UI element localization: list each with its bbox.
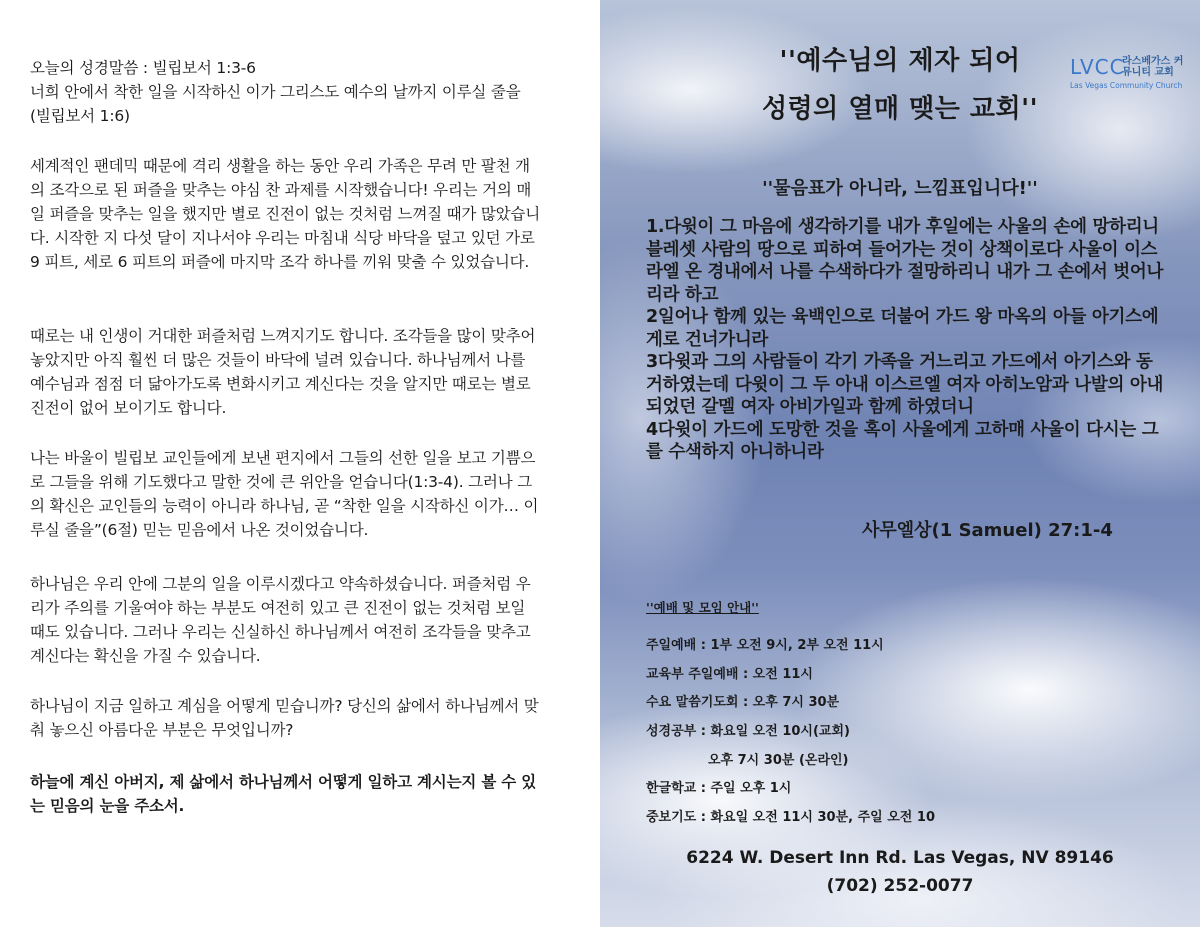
verse-3: 3다윗과 그의 사람들이 각기 가족을 거느리고 가드에서 아기스와 동거하였는데 다윗이 그 두 아내 이스르엘 여자 아히노암과 나발의 아내 되었던 갈멜 여자 아비가일과 함께 하였더니 [646,352,1164,417]
cover-panel [600,0,1200,927]
paragraph-text: 하나님은 우리 안에 그분의 일을 이루시겠다고 약속하셨습니다. 퍼즐처럼 우리가 주의를 기울여야 하는 부분도 여전히 있고 큰 진전이 없는 것처럼 보일 때도 있습니다. 그러나 우리는 신실하신 하나님께서 여전히 조각들을 맞추고 계신다는 확신을 가질 수 있습니다. [30,575,531,665]
schedule-row: 성경공부 : 화요일 오전 10시(교회) [646,724,850,740]
prayer-text: 하늘에 계신 아버지, 제 삶에서 하나님께서 어떻게 일하고 계시는지 볼 수 있는 믿음의 눈을 주소서. [30,773,537,815]
schedule-row: 한글학교 : 주일 오후 1시 [646,781,792,797]
church-phone: (702) 252-0077 [826,876,974,896]
church-logo [1070,55,1182,93]
schedule-heading: ''예배 및 모임 안내'' [646,600,759,615]
paragraph-text: 때로는 내 인생이 거대한 퍼즐처럼 느껴지기도 합니다. 조각들을 많이 맞추어 놓았지만 아직 훨씬 더 많은 것들이 바닥에 널려 있습니다. 하나님께서 나를 예수님과 점점 더 닮아가도록 변화시키고 계신다는 것을 알지만 때로는 별로 진전이 없어 보이기도 합니다. [30,327,536,417]
logo-english-name: Las Vegas Community Church [1070,81,1183,90]
logo-abbr: LVCC [1070,55,1125,79]
schedule-row: 교육부 주일예배 : 오전 11시 [646,666,813,682]
sermon-subtitle: ''물음표가 아니라, 느낌표입니다!'' [762,178,1038,199]
church-motto-line2: 성령의 열매 맺는 교회'' [761,94,1039,124]
reflection-questions [30,694,542,742]
scripture-passage [646,216,1166,464]
schedule-row: 주일예배 : 1부 오전 9시, 2부 오전 11시 [646,638,884,653]
scripture-verse-line: 너희 안에서 착한 일을 시작하신 이가 그리스도 예수의 날까지 이루실 줄을 (빌립보서 1:6) [30,83,521,125]
paragraph-text: 하나님이 지금 일하고 계심을 어떻게 믿습니까? 당신의 삶에서 하나님께서 맞춰 놓으신 아름다운 부분은 무엇입니까? [30,697,539,739]
church-motto-line1: ''예수님의 제자 되어 [779,46,1021,76]
paragraph-3 [30,446,542,542]
schedule-row: 중보기도 : 화요일 오전 11시 30분, 주일 오전 10 [646,810,935,826]
paragraph-text: 세계적인 팬데믹 때문에 격리 생활을 하는 동안 우리 가족은 무려 만 팔천 개의 조각으로 된 퍼즐을 맞추는 야심 찬 과제를 시작했습니다! 우리는 거의 매일 퍼즐을 맞추는 일을 했지만 별로 진전이 없는 것처럼 느껴질 때가 많았습니다. 시작한 지 다섯 달이 지나서야 우리는 마침내 식당 바닥을 덮고 있던 가로 9 피트, 세로 6 피트의 퍼즐에 마지막 조각 하나를 끼워 맞출 수 있었습니다. [30,157,540,271]
schedule-row: 오후 7시 30분 (온라인) [708,752,849,768]
verse-2: 2일어나 함께 있는 육백인으로 더불어 가드 왕 마옥의 아들 아기스에게로 건너가니라 [646,307,1159,350]
scripture-reference: 사무엘상(1 Samuel) 27:1-4 [862,520,1113,541]
verse-4: 4다윗이 가드에 도망한 것을 혹이 사울에게 고하매 사울이 다시는 그를 수색하지 아니하니라 [646,419,1159,462]
service-schedule [646,598,986,835]
church-address: 6224 W. Desert Inn Rd. Las Vegas, NV 89146 [686,848,1114,868]
schedule-row: 수요 말씀기도회 : 오후 7시 30분 [646,695,840,711]
scripture-intro [30,56,542,128]
prayer [30,770,542,818]
paragraph-text: 나는 바울이 빌립보 교인들에게 보낸 편지에서 그들의 선한 일을 보고 기쁨으로 그들을 위해 기도했다고 말한 것에 큰 위안을 얻습니다(1:3-4). 그러나 그의 확신은 교인들의 능력이 아니라 하나님, 곧 “착한 일을 시작하신 이가… 이루실 줄을”(6절) 믿는 믿음에서 나온 것이었습니다. [30,449,539,539]
scripture-reference-line: 오늘의 성경말씀 : 빌립보서 1:3-6 [30,59,256,77]
paragraph-1 [30,154,542,274]
verse-1: 1.다윗이 그 마음에 생각하기를 내가 후일에는 사울의 손에 망하리니 블레셋 사람의 땅으로 피하여 들어가는 것이 상책이로다 사울이 이스라엘 온 경내에서 나를 수색하다가 절망하리니 내가 그 손에서 벗어나리라 하고 [646,217,1164,305]
paragraph-2 [30,324,542,420]
logo-korean-name: 라스베가스 커뮤니티 교회 [1122,56,1184,78]
paragraph-4 [30,572,542,668]
